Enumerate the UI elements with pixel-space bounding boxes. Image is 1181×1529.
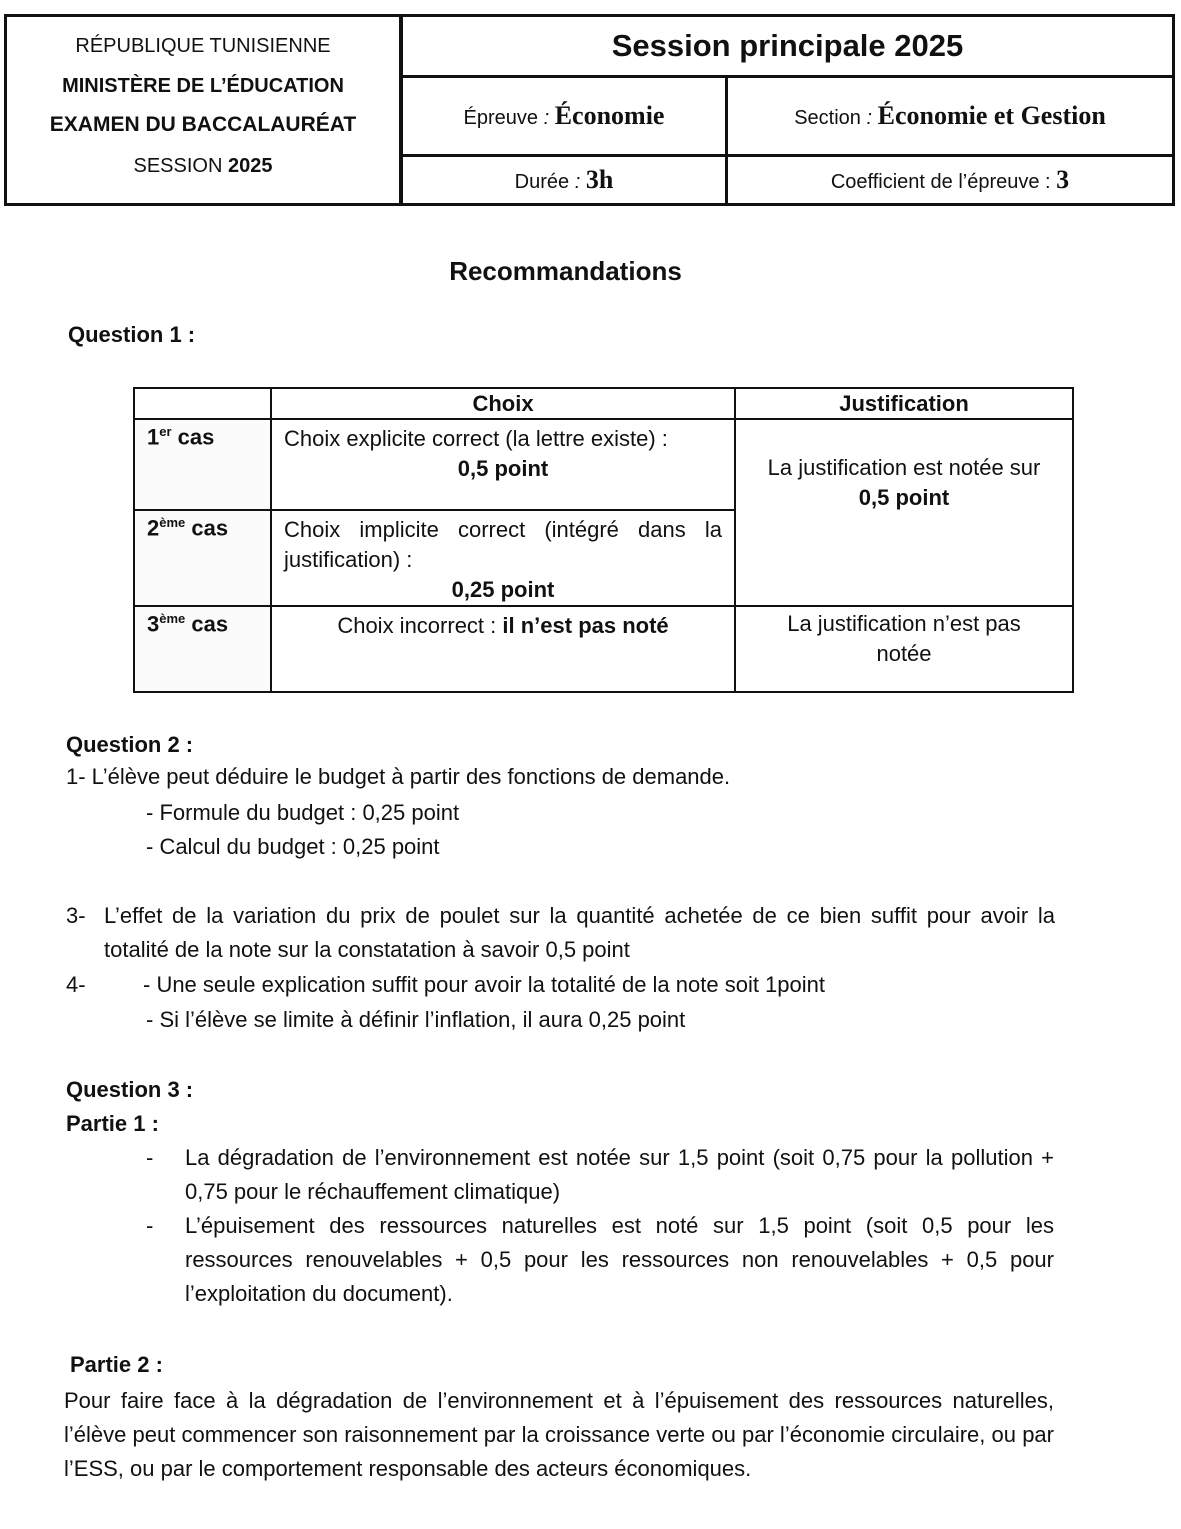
case-ordinal: ème <box>159 611 186 626</box>
partie-2-text: Pour faire face à la dégradation de l’environnement et à l’épuisement des ressources naturelles, l’élève peut commencer son raisonnement par la croissance verte ou par l’économie circulaire, ou par l’ESS, ou par le comportement responsable des acteurs économiques. <box>64 1388 1054 1481</box>
choix-text: Choix incorrect : <box>337 613 503 638</box>
q2-item-3-number: 3- <box>66 903 86 928</box>
case-ordinal: er <box>159 424 172 439</box>
section-value: Économie et Gestion <box>877 101 1106 130</box>
justification-cell <box>735 606 1073 692</box>
duree-value: 3h <box>585 165 614 194</box>
grading-table <box>133 387 1074 693</box>
question-3-heading: Question 3 : <box>66 1077 194 1102</box>
session-line <box>7 155 399 178</box>
case-label <box>134 419 271 510</box>
epreuve-cell: Épreuve : Économie <box>403 78 728 157</box>
case-word: cas <box>177 424 215 450</box>
partie-1-heading: Partie 1 : <box>66 1111 159 1136</box>
header-exam-info <box>403 17 1172 203</box>
choix-cell <box>271 419 735 510</box>
q2-item-4-number: 4- <box>66 972 86 997</box>
coefficient-cell: Coefficient de l’épreuve : 3 <box>830 165 1070 194</box>
column-header-justification: Justification <box>735 388 1073 419</box>
question-1-heading: Question 1 : <box>68 322 196 347</box>
case-label <box>134 510 271 606</box>
case-number: 2 <box>147 515 160 541</box>
case-word: cas <box>191 611 229 637</box>
case-number: 3 <box>147 611 160 637</box>
session-prefix: SESSION <box>133 155 223 177</box>
justification-points: 0,5 point <box>858 484 950 510</box>
q2-item-4-sub-2: - Si l’élève se limite à définir l’inflation, il aura 0,25 point <box>146 1007 686 1032</box>
choix-points: 0,25 point <box>451 577 555 602</box>
exam-name: EXAMEN DU BACCALAURÉAT <box>49 113 357 136</box>
case-label <box>134 606 271 692</box>
bullet: - <box>146 1145 154 1170</box>
justification-text: La justification est notée sur <box>767 454 1041 480</box>
coef-value: 3 <box>1056 165 1070 194</box>
partie-2-heading: Partie 2 : <box>70 1352 163 1377</box>
choix-cell <box>271 606 735 692</box>
duree-label: Durée <box>514 171 570 193</box>
column-header-choix: Choix <box>271 388 735 419</box>
exam-header <box>4 14 1175 206</box>
question-2-heading: Question 2 : <box>66 732 194 757</box>
case-word: cas <box>191 515 229 541</box>
case-ordinal: ème <box>159 515 186 530</box>
choix-text: Choix implicite correct (intégré dans la justification) : <box>284 517 722 572</box>
partie-1-item-1: La dégradation de l’environnement est notée sur 1,5 point (soit 0,75 pour la pollution + 0,75 pour le réchauffement climatique) <box>185 1145 1054 1204</box>
choix-cell <box>271 510 735 606</box>
choix-text: Choix explicite correct (la lettre existe) : <box>284 426 668 451</box>
session-title: Session principale 2025 <box>403 17 1172 78</box>
section-label: Section <box>794 107 861 129</box>
case-number: 1 <box>147 424 160 450</box>
justification-cell <box>735 419 1073 606</box>
page-title: Recommandations <box>449 256 682 286</box>
coef-label: Coefficient de l’épreuve <box>830 171 1040 193</box>
ministry-name: MINISTÈRE DE L’ÉDUCATION <box>62 75 344 97</box>
q2-item-4-sub-1: - Une seule explication suffit pour avoir la totalité de la note soit 1point <box>143 972 825 997</box>
session-year: 2025 <box>227 155 273 177</box>
header-institution-block <box>7 17 403 203</box>
duree-cell: Durée : 3h <box>403 157 728 203</box>
partie-1-item-2: L’épuisement des ressources naturelles est noté sur 1,5 point (soit 0,5 pour les ressources renouvelables + 0,5 pour les ressources non renouvelables + 0,5 pour l’exploitation du document). <box>185 1213 1054 1306</box>
q2-item-3-text: L’effet de la variation du prix de poulet sur la quantité achetée de ce bien suffit pour avoir la totalité de la note sur la constatation à savoir 0,5 point <box>104 903 1055 962</box>
q2-item-1-sub-2: - Calcul du budget : 0,25 point <box>146 834 440 859</box>
epreuve-label: Épreuve <box>463 107 539 129</box>
table-corner-cell <box>134 388 271 419</box>
bullet: - <box>146 1213 154 1238</box>
q2-item-1-sub-1: - Formule du budget : 0,25 point <box>146 800 460 825</box>
choix-bold-note: il n’est pas noté <box>502 613 669 638</box>
section-cell: Section : Économie et Gestion <box>728 78 1172 157</box>
q2-item-1: 1- L’élève peut déduire le budget à partir des fonctions de demande. <box>66 764 731 789</box>
justification-text: La justification n’est pas notée <box>787 611 1021 666</box>
country-name: RÉPUBLIQUE TUNISIENNE <box>75 35 331 57</box>
choix-points: 0,5 point <box>457 456 549 481</box>
table-row <box>134 419 1073 510</box>
epreuve-value: Économie <box>554 101 665 130</box>
table-row <box>134 606 1073 692</box>
